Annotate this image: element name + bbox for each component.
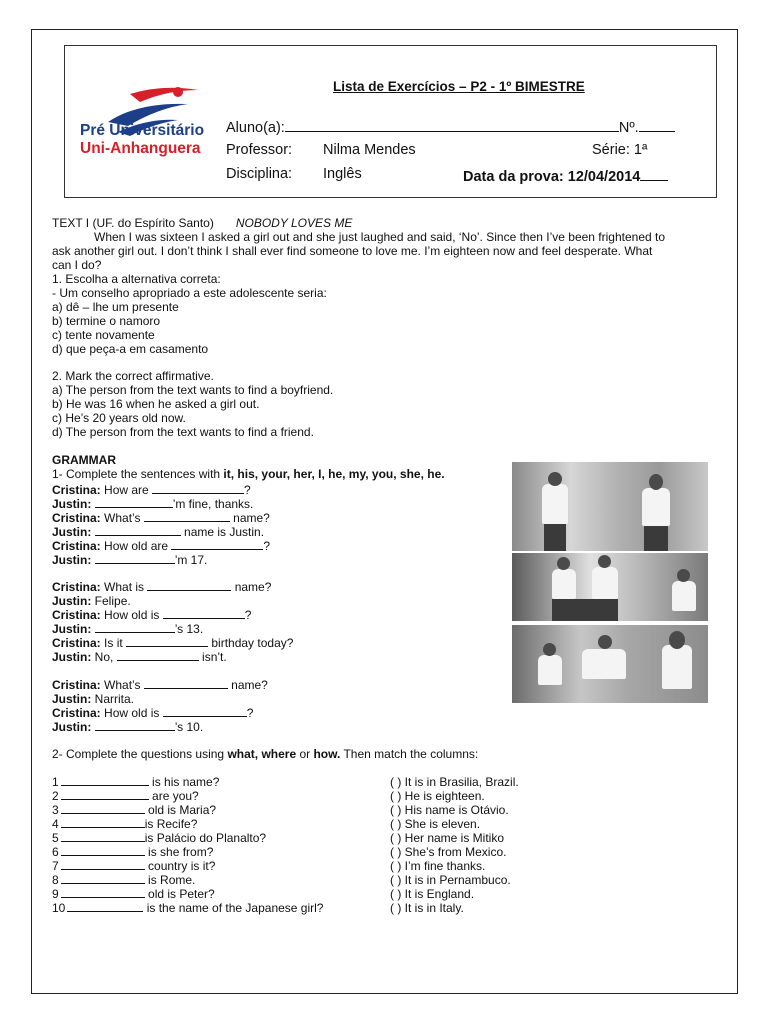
question-blank[interactable] bbox=[61, 803, 145, 814]
question-blank[interactable] bbox=[61, 859, 145, 870]
dialogue-line bbox=[52, 706, 253, 720]
disciplina-label: Disciplina: bbox=[226, 166, 293, 182]
answer-option[interactable]: ( ) Her name is Mitiko bbox=[390, 831, 505, 845]
answer-blank[interactable] bbox=[117, 650, 199, 661]
question-number: 8 bbox=[52, 873, 59, 887]
answer-option[interactable]: ( ) It is in Brasilia, Brazil. bbox=[390, 775, 519, 789]
answer-blank[interactable] bbox=[163, 706, 247, 717]
numero-label: Nº. bbox=[618, 120, 639, 136]
dialogue-text: Felipe. bbox=[91, 594, 131, 608]
dialogue-text-before: No, bbox=[91, 650, 117, 664]
dialogue-text-before: Is it bbox=[100, 636, 127, 650]
answer-blank[interactable] bbox=[144, 511, 230, 522]
question-blank[interactable] bbox=[61, 831, 145, 842]
answer-blank[interactable] bbox=[126, 636, 208, 647]
dialogue-line bbox=[52, 622, 203, 636]
dialogue-text-after: name? bbox=[231, 580, 272, 594]
question-row bbox=[52, 817, 197, 831]
dialogue-text-after: isn’t. bbox=[198, 650, 227, 664]
answer-blank[interactable] bbox=[144, 678, 228, 689]
dialogue-text-after: ? bbox=[263, 539, 271, 553]
dialogue-line bbox=[52, 692, 134, 706]
question-blank[interactable] bbox=[61, 873, 145, 884]
speaker-label: Justin: bbox=[52, 553, 92, 567]
dialogue-text-after: ’m 17. bbox=[174, 553, 208, 567]
question-row bbox=[52, 887, 215, 901]
text1-source: TEXT I (UF. do Espírito Santo) bbox=[52, 216, 214, 230]
text1-line: When I was sixteen I asked a girl out and she just laughed and said, ‘No’. Since then I’ve been frightened to bbox=[94, 230, 666, 244]
dialogue-line bbox=[52, 720, 203, 734]
dialogue-text-after: ’s 13. bbox=[174, 622, 204, 636]
photo-teens-1 bbox=[512, 462, 708, 551]
answer-blank[interactable] bbox=[147, 580, 231, 591]
serie-value: Série: 1ª bbox=[592, 142, 648, 158]
aluno-row bbox=[226, 117, 675, 136]
answer-blank[interactable] bbox=[95, 553, 175, 564]
question-row bbox=[52, 789, 199, 803]
exam-date-underline bbox=[640, 166, 668, 181]
question-row bbox=[52, 831, 266, 845]
numero-field[interactable] bbox=[639, 117, 675, 132]
dialogue-line bbox=[52, 580, 271, 594]
q3-word-1: what, where bbox=[227, 747, 297, 761]
q3-instruction bbox=[52, 747, 478, 761]
answer-option[interactable]: ( ) It is in Pernambuco. bbox=[390, 873, 511, 887]
dialogue-text-before: How old are bbox=[100, 539, 172, 553]
question-text: old is Peter? bbox=[144, 887, 215, 901]
speaker-label: Cristina: bbox=[52, 636, 101, 650]
grammar-instruction-text: 1- Complete the sentences with bbox=[52, 467, 224, 481]
question-number: 6 bbox=[52, 845, 59, 859]
q1-line: 1. Escolha a alternativa correta: bbox=[52, 272, 221, 286]
question-number: 4 bbox=[52, 817, 59, 831]
dialogue-text-after: name is Justin. bbox=[180, 525, 265, 539]
question-row bbox=[52, 873, 195, 887]
dialogue-line bbox=[52, 650, 227, 664]
question-row bbox=[52, 901, 323, 915]
exam-date bbox=[463, 166, 668, 185]
aluno-field[interactable] bbox=[285, 117, 619, 132]
dialogue-text-after: name? bbox=[227, 678, 268, 692]
dialogue-text-after: ’m fine, thanks. bbox=[172, 497, 254, 511]
dialogue-line bbox=[52, 539, 270, 553]
question-blank[interactable] bbox=[61, 775, 149, 786]
question-number: 1 bbox=[52, 775, 59, 789]
speaker-label: Cristina: bbox=[52, 580, 101, 594]
grammar-instruction bbox=[52, 467, 445, 481]
answer-blank[interactable] bbox=[152, 483, 244, 494]
dialogue-text-after: ’s 10. bbox=[174, 720, 204, 734]
dialogue-text-after: birthday today? bbox=[208, 636, 294, 650]
dialogue-line bbox=[52, 553, 207, 567]
question-text: is Palácio do Planalto? bbox=[144, 831, 267, 845]
answer-blank[interactable] bbox=[171, 539, 263, 550]
dialogue-text-before: How old is bbox=[100, 608, 163, 622]
answer-blank[interactable] bbox=[95, 497, 173, 508]
photo-teens-3 bbox=[512, 625, 708, 703]
dialogue-line bbox=[52, 511, 270, 525]
dialogue-line bbox=[52, 483, 251, 497]
speaker-label: Cristina: bbox=[52, 678, 101, 692]
question-text: is Recife? bbox=[144, 817, 198, 831]
question-text: is the name of the Japanese girl? bbox=[143, 901, 324, 915]
dialogue-line bbox=[52, 525, 264, 539]
q1-line: - Um conselho apropriado a este adolescente seria: bbox=[52, 286, 327, 300]
question-number: 3 bbox=[52, 803, 59, 817]
q3-instruction-end: Then match the columns: bbox=[340, 747, 479, 761]
professor-label: Professor: bbox=[226, 142, 293, 158]
question-text: is she from? bbox=[144, 845, 214, 859]
dialogue-text-after: ? bbox=[246, 706, 254, 720]
question-blank[interactable] bbox=[61, 817, 145, 828]
exam-date-text: Data da prova: 12/04/2014 bbox=[463, 169, 641, 185]
answer-option[interactable]: ( ) It is England. bbox=[390, 887, 475, 901]
q3-instruction-start: 2- Complete the questions using bbox=[52, 747, 228, 761]
speaker-label: Cristina: bbox=[52, 539, 101, 553]
question-row bbox=[52, 775, 219, 789]
q1-option: d) que peça-a em casamento bbox=[52, 342, 209, 356]
question-row bbox=[52, 859, 215, 873]
question-number: 5 bbox=[52, 831, 59, 845]
dialogue-text-before: What’s bbox=[100, 511, 144, 525]
speaker-label: Cristina: bbox=[52, 706, 101, 720]
grammar-word-bank: it, his, your, her, I, he, my, you, she, he. bbox=[223, 467, 445, 481]
q3-word-or: or bbox=[296, 747, 314, 761]
grammar-heading: GRAMMAR bbox=[52, 453, 116, 467]
q1-option: c) tente novamente bbox=[52, 328, 155, 342]
answer-option[interactable]: ( ) I’m fine thanks. bbox=[390, 859, 486, 873]
question-row bbox=[52, 845, 213, 859]
question-number: 2 bbox=[52, 789, 59, 803]
dialogue-text-before: What is bbox=[100, 580, 148, 594]
q2-option: c) He’s 20 years old now. bbox=[52, 411, 186, 425]
text1-line: ask another girl out. I don’t think I shall ever find someone to love me. I’m eighteen now and feel desperate. What bbox=[52, 244, 653, 258]
speaker-label: Justin: bbox=[52, 622, 92, 636]
dialogue-text-before: How are bbox=[100, 483, 153, 497]
dialogue-text-before: How old is bbox=[100, 706, 163, 720]
dialogue-text-after: name? bbox=[229, 511, 270, 525]
question-number: 9 bbox=[52, 887, 59, 901]
speaker-label: Justin: bbox=[52, 525, 92, 539]
speaker-label: Justin: bbox=[52, 692, 92, 706]
dialogue-text-before: What’s bbox=[100, 678, 144, 692]
q3-word-2: how. bbox=[313, 747, 341, 761]
dialogue-line bbox=[52, 678, 268, 692]
question-number: 7 bbox=[52, 859, 59, 873]
dialogue-line bbox=[52, 594, 131, 608]
dialogue-text-after: ? bbox=[244, 608, 252, 622]
answer-blank[interactable] bbox=[163, 608, 245, 619]
dialogue-line bbox=[52, 608, 251, 622]
speaker-label: Cristina: bbox=[52, 511, 101, 525]
question-text: country is it? bbox=[144, 859, 216, 873]
question-row bbox=[52, 803, 216, 817]
q1-option: b) termine o namoro bbox=[52, 314, 161, 328]
dialogue-text: Narrita. bbox=[91, 692, 135, 706]
disciplina-value: Inglês bbox=[323, 166, 362, 182]
question-text: is Rome. bbox=[144, 873, 196, 887]
answer-option[interactable]: ( ) It is in Italy. bbox=[390, 901, 464, 915]
q2-option: a) The person from the text wants to find a boyfriend. bbox=[52, 383, 334, 397]
photo-teens-2 bbox=[512, 553, 708, 621]
speaker-label: Cristina: bbox=[52, 483, 101, 497]
question-text: old is Maria? bbox=[144, 803, 217, 817]
answer-option[interactable]: ( ) She’s from Mexico. bbox=[390, 845, 507, 859]
question-blank[interactable] bbox=[61, 887, 145, 898]
question-text: is his name? bbox=[148, 775, 220, 789]
answer-blank[interactable] bbox=[95, 525, 181, 536]
question-blank[interactable] bbox=[61, 845, 145, 856]
answer-option[interactable]: ( ) She is eleven. bbox=[390, 817, 481, 831]
text1-heading bbox=[52, 216, 352, 230]
logo-text-line1: Pré Universitário bbox=[80, 122, 205, 139]
question-blank[interactable] bbox=[67, 901, 143, 912]
answer-blank[interactable] bbox=[95, 622, 175, 633]
q2-line: 2. Mark the correct affirmative. bbox=[52, 369, 214, 383]
speaker-label: Cristina: bbox=[52, 608, 101, 622]
dialogue-text-after: ? bbox=[244, 483, 251, 497]
question-blank[interactable] bbox=[61, 789, 149, 800]
question-text: are you? bbox=[148, 789, 199, 803]
answer-blank[interactable] bbox=[95, 720, 175, 731]
speaker-label: Justin: bbox=[52, 650, 92, 664]
q2-option: b) He was 16 when he asked a girl out. bbox=[52, 397, 260, 411]
q2-option: d) The person from the text wants to find a friend. bbox=[52, 425, 314, 439]
answer-option[interactable]: ( ) He is eighteen. bbox=[390, 789, 485, 803]
aluno-label: Aluno(a): bbox=[226, 120, 285, 136]
dialogue-line bbox=[52, 497, 253, 511]
professor-value: Nilma Mendes bbox=[323, 142, 416, 158]
text1-title: NOBODY LOVES ME bbox=[235, 216, 353, 230]
speaker-label: Justin: bbox=[52, 720, 92, 734]
dialogue-line bbox=[52, 636, 293, 650]
page-title: Lista de Exercícios – P2 - 1º BIMESTRE bbox=[333, 79, 585, 94]
text1-line: can I do? bbox=[52, 258, 102, 272]
answer-option[interactable]: ( ) His name is Otávio. bbox=[390, 803, 509, 817]
question-number: 10 bbox=[52, 901, 66, 915]
speaker-label: Justin: bbox=[52, 497, 92, 511]
speaker-label: Justin: bbox=[52, 594, 92, 608]
q1-option: a) dê – lhe um presente bbox=[52, 300, 179, 314]
logo-text-line2: Uni-Anhanguera bbox=[80, 140, 201, 157]
